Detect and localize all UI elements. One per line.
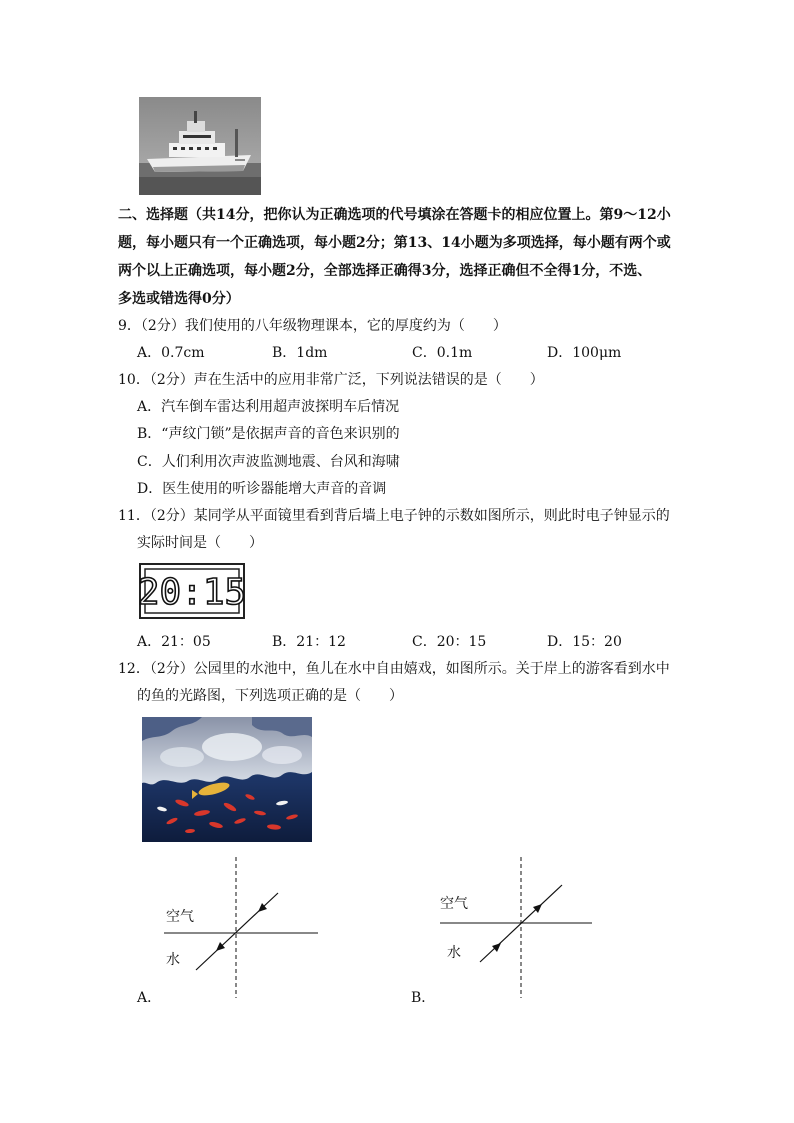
section-header-line-1: 二、选择题（共14分，把你认为正确选项的代号填涂在答题卡的相应位置上。第9～12小 xyxy=(118,207,671,223)
q11-option-a: A．21：05 xyxy=(137,634,211,650)
diagram-b-water-label: 水 xyxy=(447,945,461,961)
q10-stem: 10．（2分）声在生活中的应用非常广泛，下列说法错误的是（ ） xyxy=(118,372,544,388)
diagram-b-air-label: 空气 xyxy=(440,896,468,912)
q11-option-b: B．21：12 xyxy=(272,634,346,650)
q9-option-a: A．0.7cm xyxy=(137,345,205,361)
section-header-line-3: 两个以上正确选项，每小题2分，全部选择正确得3分，选择正确但不全得1分，不选、 xyxy=(118,263,652,279)
diagram-b-arrow-lower xyxy=(492,943,501,952)
section-header-line-2: 题，每小题只有一个正确选项，每小题2分；第13、14小题为多项选择，每小题有两个或 xyxy=(118,235,671,251)
q12-stem-line-2: 的鱼的光路图，下列选项正确的是（ ） xyxy=(137,688,403,704)
q11-option-c: C．20：15 xyxy=(412,634,487,650)
q11-stem-line-2: 实际时间是（ ） xyxy=(137,535,263,551)
q9-option-c: C．0.1m xyxy=(412,345,473,361)
q11-option-d: D．15：20 xyxy=(547,634,622,650)
q10-option-b: B．“声纹门锁”是依据声音的音色来识别的 xyxy=(137,426,400,442)
q9-stem: 9．（2分）我们使用的八年级物理课本，它的厚度约为（ ） xyxy=(118,318,507,334)
diagram-a-air-label: 空气 xyxy=(166,909,194,925)
section-header-line-4: 多选或错选得0分） xyxy=(118,291,240,307)
clock-display: 20:15 xyxy=(139,572,245,613)
q12-option-b-label: B． xyxy=(411,990,436,1006)
q11-stem-line-1: 11．（2分）某同学从平面镜里看到背后墙上电子钟的示数如图所示，则此时电子钟显示的 xyxy=(118,508,670,524)
ship-photo xyxy=(139,97,261,195)
q12-stem-line-1: 12．（2分）公园里的水池中，鱼儿在水中自由嬉戏，如图所示。关于岸上的游客看到水中 xyxy=(118,661,670,677)
q10-option-c: C．人们利用次声波监测地震、台风和海啸 xyxy=(137,454,400,470)
fish-pond-photo xyxy=(142,717,312,842)
q12-option-a-label: A． xyxy=(137,990,162,1006)
diagram-a xyxy=(150,855,330,1000)
q10-option-a: A．汽车倒车雷达利用超声波探明车后情况 xyxy=(137,399,400,415)
q9-option-d: D．100μm xyxy=(547,345,622,361)
diagram-a-water-label: 水 xyxy=(166,952,180,968)
diagram-b xyxy=(426,855,606,1000)
diagram-a-ray xyxy=(196,893,278,970)
q9-option-b: B．1dm xyxy=(272,345,328,361)
q10-option-d: D．医生使用的听诊器能增大声音的音调 xyxy=(137,481,387,497)
digital-clock-figure xyxy=(139,563,245,619)
